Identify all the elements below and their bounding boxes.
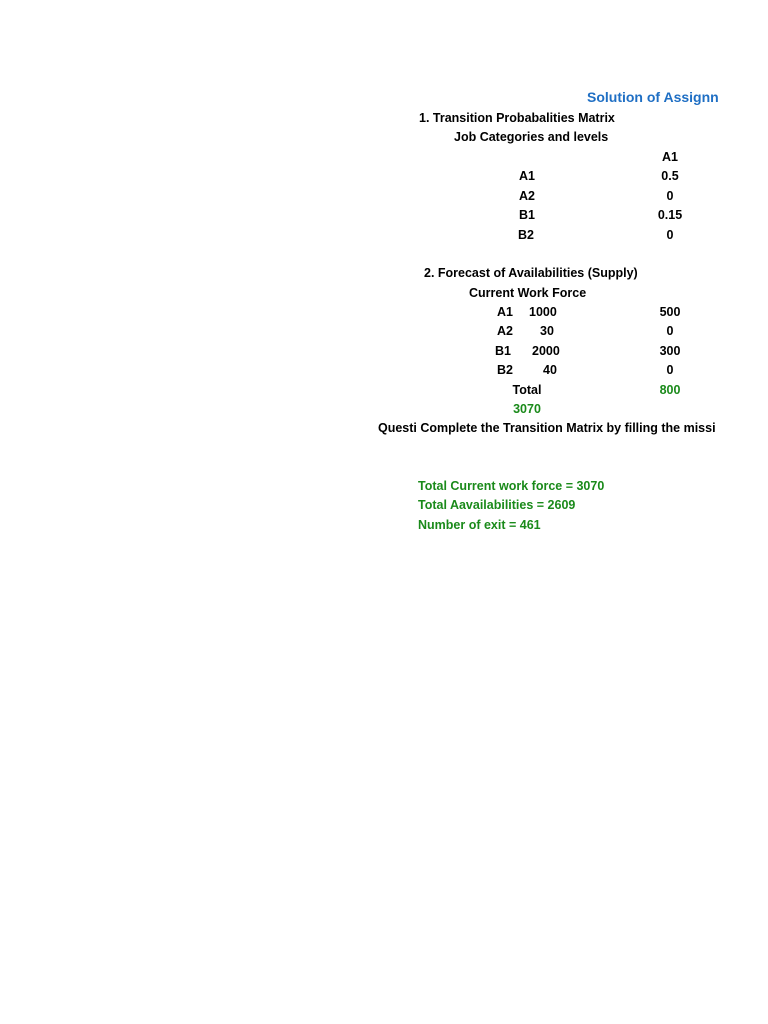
section1-subheading: Job Categories and levels xyxy=(454,130,609,144)
matrix-col-header: A1 xyxy=(662,150,678,164)
summary-line-workforce: Total Current work force = 3070 xyxy=(418,479,605,493)
total-label: Total xyxy=(512,383,542,397)
total-workforce: 3070 xyxy=(513,402,541,416)
workforce-row-label: A1 xyxy=(497,305,513,319)
workforce-row-count: 40 xyxy=(543,363,557,377)
workforce-row-count: 2000 xyxy=(532,344,560,358)
matrix-row-value: 0 xyxy=(666,189,674,203)
matrix-row-label: B2 xyxy=(518,228,534,242)
workforce-row-value: 500 xyxy=(659,305,681,319)
matrix-row-label: B1 xyxy=(519,208,535,222)
matrix-row-label: A1 xyxy=(519,169,535,183)
summary-line-exit: Number of exit = 461 xyxy=(418,518,541,532)
section2-subheading: Current Work Force xyxy=(469,286,587,300)
workforce-row-count: 1000 xyxy=(529,305,557,319)
workforce-row-label: B2 xyxy=(497,363,513,377)
total-value: 800 xyxy=(659,383,681,397)
workforce-row-label: A2 xyxy=(497,324,513,338)
matrix-row-value: 0.15 xyxy=(657,208,683,222)
workforce-row-value: 0 xyxy=(666,363,674,377)
workforce-row-count: 30 xyxy=(540,324,554,338)
workforce-row-value: 300 xyxy=(659,344,681,358)
workforce-row-label: B1 xyxy=(495,344,511,358)
matrix-row-value: 0 xyxy=(666,228,674,242)
workforce-row-value: 0 xyxy=(666,324,674,338)
question-text: Questi Complete the Transition Matrix by filling the missi xyxy=(378,421,716,435)
section1-heading: 1. Transition Probabalities Matrix xyxy=(419,111,615,125)
matrix-row-value: 0.5 xyxy=(661,169,679,183)
summary-line-availabilities: Total Aavailabilities = 2609 xyxy=(418,498,576,512)
section2-heading: 2. Forecast of Availabilities (Supply) xyxy=(424,266,638,280)
matrix-row-label: A2 xyxy=(519,189,535,203)
sheet-title: Solution of Assignn xyxy=(587,89,719,105)
